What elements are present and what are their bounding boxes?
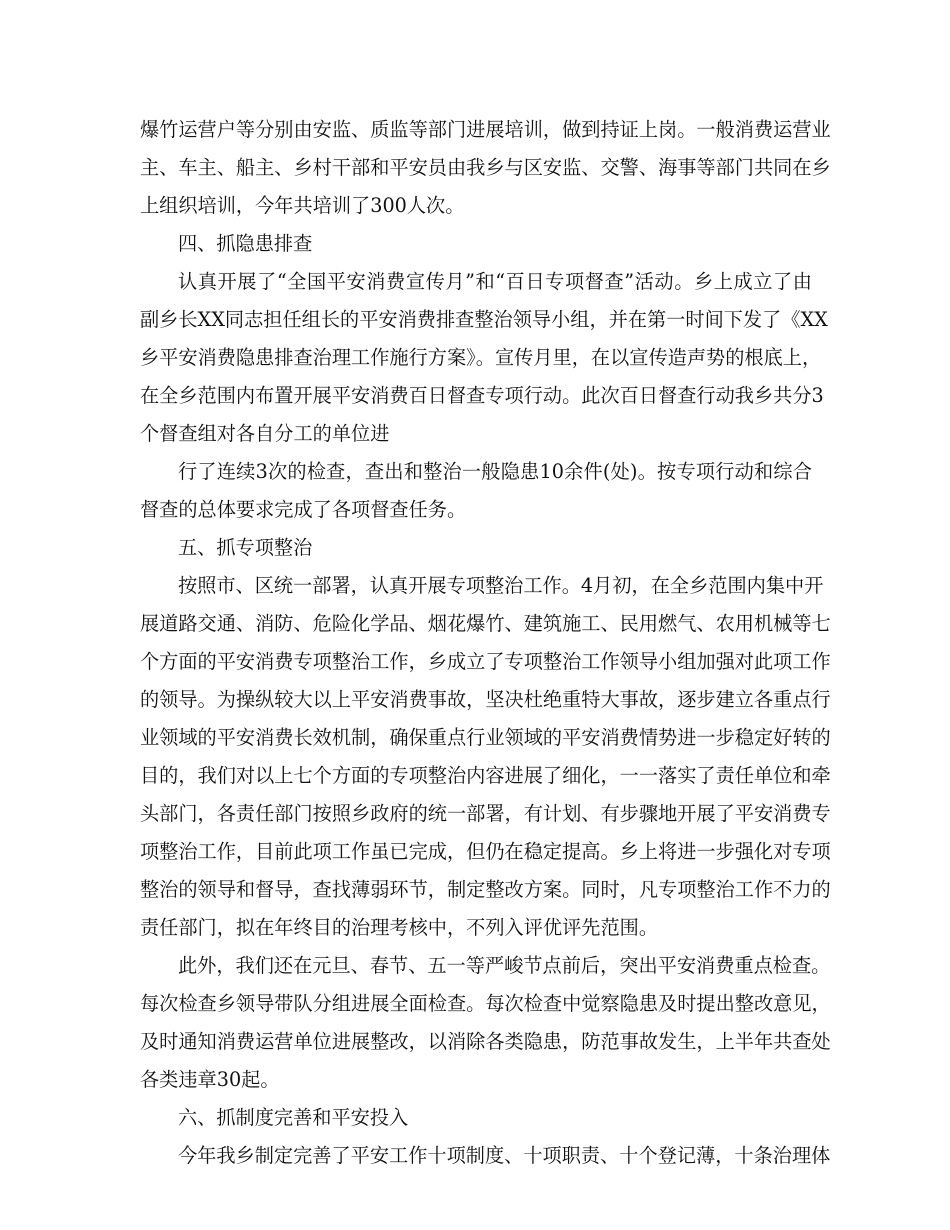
paragraph-line: 上组织培训，今年共培训了300人次。 [140,194,465,217]
paragraph-line: 此外，我们还在元旦、春节、五一等严峻节点前后，突出平安消费重点检查。 [178,954,831,977]
paragraph-line: 各类违章30起。 [140,1068,280,1091]
paragraph-line: 乡平安消费隐患排查治理工作施行方案》。宣传月里，在以宣传造声势的根底上， [140,346,822,369]
paragraph-line: 行了连续3次的检查，查出和整治一般隐患10余件(处)。按专项行动和综合 [178,460,812,483]
section-heading: 六、抓制度完善和平安投入 [178,1106,409,1129]
paragraph-line: 个督查组对各自分工的单位进 [140,422,390,445]
paragraph-line: 责任部门，拟在年终目的治理考核中，不列入评优评先范围。 [140,916,659,939]
paragraph-line: 头部门，各责任部门按照乡政府的统一部署，有计划、有步骤地开展了平安消费专 [140,802,831,825]
paragraph-line: 督查的总体要求完成了各项督查任务。 [140,498,467,521]
paragraph-line: 按照市、区统一部署，认真开展专项整治工作。4月初，在全乡范围内集中开 [178,574,824,597]
paragraph-line: 目的，我们对以上七个方面的专项整治内容进展了细化，一一落实了责任单位和牵 [140,764,831,787]
paragraph-line: 及时通知消费运营单位进展整改，以消除各类隐患，防范事故发生，上半年共查处 [140,1030,831,1053]
paragraph-line: 个方面的平安消费专项整治工作，乡成立了专项整治工作领导小组加强对此项工作 [140,650,831,673]
paragraph-line: 在全乡范围内布置开展平安消费百日督查专项行动。此次百日督查行动我乡共分3 [140,384,824,407]
paragraph-line: 今年我乡制定完善了平安工作十项制度、十项职责、十个登记薄，十条治理体 [178,1144,831,1167]
paragraph-line: 的领导。为操纵较大以上平安消费事故，坚决杜绝重特大事故，逐步建立各重点行 [140,688,831,711]
paragraph-line: 项整治工作，目前此项工作虽已完成，但仍在稳定提高。乡上将进一步强化对专项 [140,840,831,863]
paragraph-line: 整治的领导和督导，查找薄弱环节，制定整改方案。同时，凡专项整治工作不力的 [140,878,831,901]
paragraph-line: 副乡长XX同志担任组长的平安消费排查整治领导小组，并在第一时间下发了《XX [140,308,828,331]
paragraph-line: 业领域的平安消费长效机制，确保重点行业领域的平安消费情势进一步稳定好转的 [140,726,831,749]
section-heading: 四、抓隐患排查 [178,232,313,255]
section-heading: 五、抓专项整治 [178,536,313,559]
paragraph-line: 主、车主、船主、乡村干部和平安员由我乡与区安监、交警、海事等部门共同在乡 [140,156,831,179]
paragraph-line: 每次检查乡领导带队分组进展全面检查。每次检查中觉察隐患及时提出整改意见， [140,992,831,1015]
paragraph-line: 爆竹运营户等分别由安监、质监等部门进展培训，做到持证上岗。一般消费运营业 [140,118,831,141]
paragraph-line: 认真开展了“全国平安消费宣传月”和“百日专项督查”活动。乡上成立了由 [178,270,812,293]
paragraph-line: 展道路交通、消防、危险化学品、烟花爆竹、建筑施工、民用燃气、农用机械等七 [140,612,831,635]
